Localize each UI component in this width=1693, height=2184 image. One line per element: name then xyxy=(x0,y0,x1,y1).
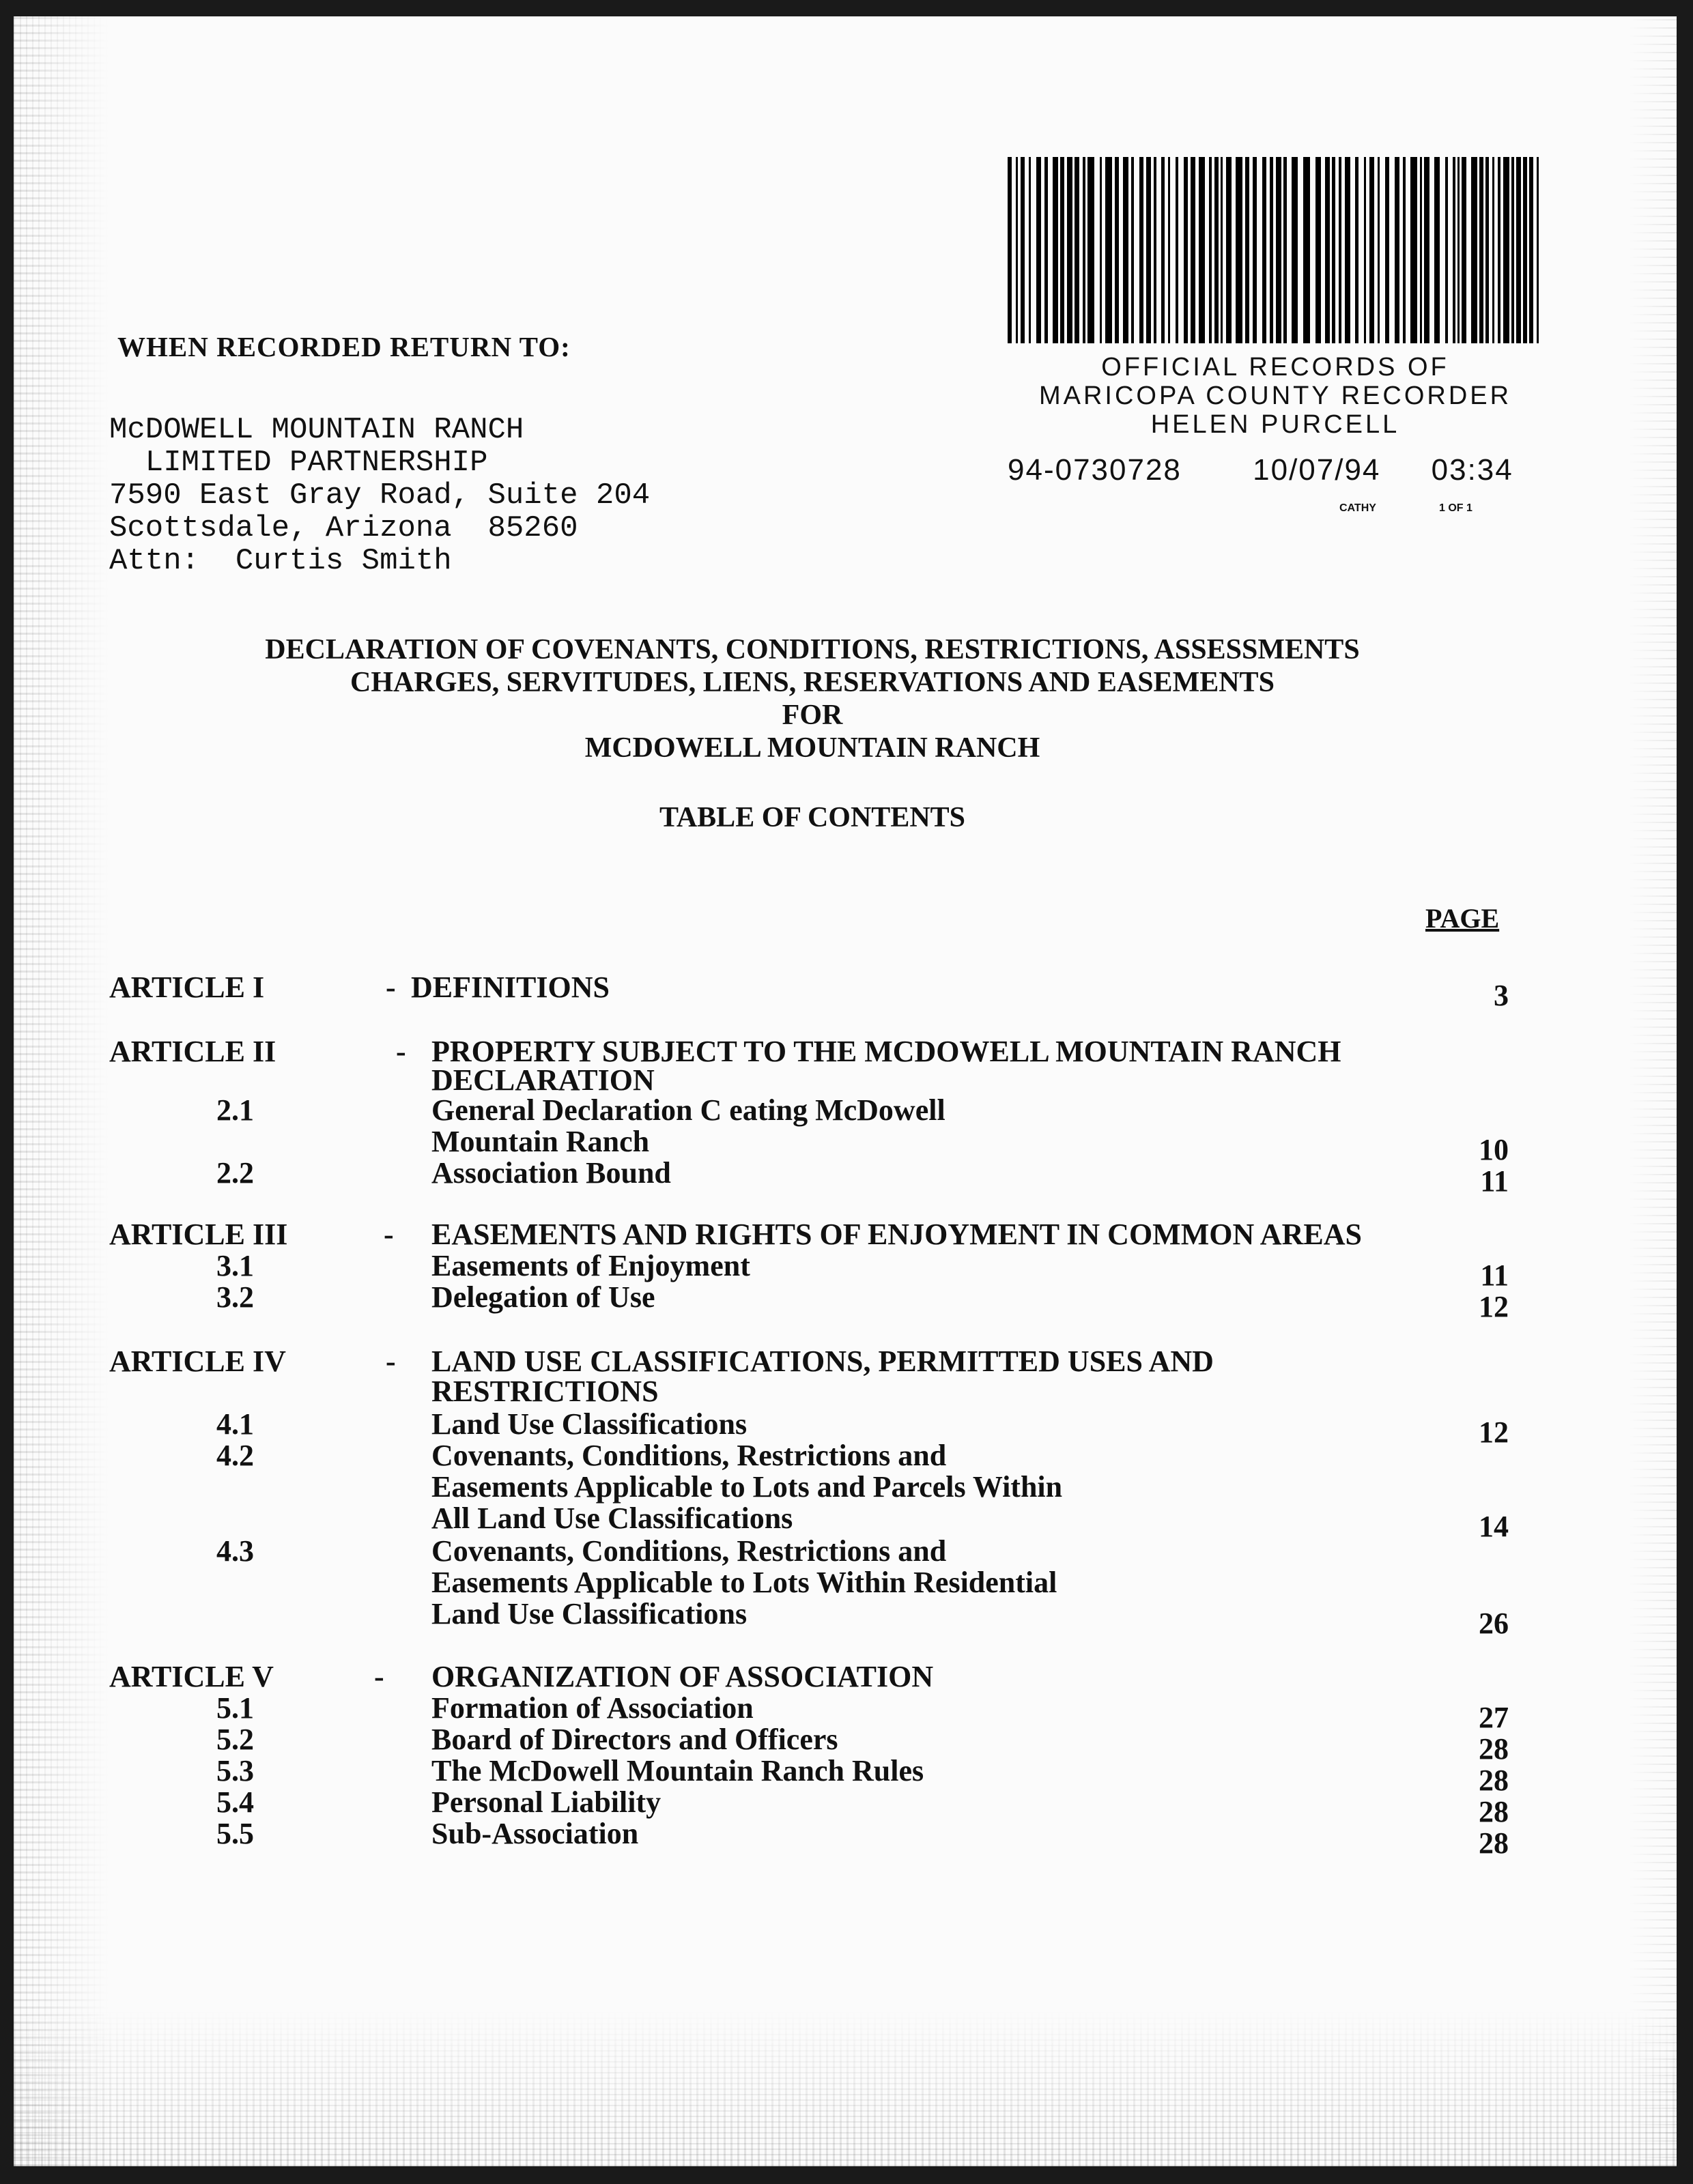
section-title: Land Use Classifications xyxy=(431,1407,748,1441)
section-title: Easements Applicable to Lots Within Residential xyxy=(431,1566,1057,1599)
page-number: 11 xyxy=(1480,1164,1509,1198)
article-title: PROPERTY SUBJECT TO THE MCDOWELL MOUNTAIN RANCH xyxy=(431,1035,1341,1068)
clerk-initials: CATHY xyxy=(1339,502,1376,514)
section-title: Board of Directors and Officers xyxy=(431,1723,838,1756)
document-title xyxy=(14,633,1611,764)
scan-noise-left xyxy=(14,16,109,2166)
section-number: 4.1 xyxy=(216,1407,254,1441)
title-line: CHARGES, SERVITUDES, LIENS, RESERVATIONS AND EASEMENTS xyxy=(350,667,1275,698)
section-number: 5.1 xyxy=(216,1691,254,1725)
title-line: MCDOWELL MOUNTAIN RANCH xyxy=(584,732,1040,764)
article-title: RESTRICTIONS xyxy=(431,1375,659,1408)
title-line: DECLARATION OF COVENANTS, CONDITIONS, RESTRICTIONS, ASSESSMENTS xyxy=(265,634,1360,665)
article-title: DEFINITIONS xyxy=(411,971,610,1004)
section-number: 3.1 xyxy=(216,1249,254,1282)
section-title: Easements of Enjoyment xyxy=(431,1249,750,1282)
address-line: McDOWELL MOUNTAIN RANCH xyxy=(109,413,524,447)
page-number: 3 xyxy=(1494,979,1509,1012)
section-number: 2.1 xyxy=(216,1093,254,1127)
section-title: Mountain Ranch xyxy=(431,1125,650,1158)
section-number: 5.4 xyxy=(216,1785,254,1819)
address-line: LIMITED PARTNERSHIP xyxy=(109,446,488,480)
page-column-header: PAGE xyxy=(1425,903,1500,934)
article-title: LAND USE CLASSIFICATIONS, PERMITTED USES AND xyxy=(431,1345,1214,1378)
article-dash: - xyxy=(374,1660,384,1693)
address-line: 7590 East Gray Road, Suite 204 xyxy=(109,478,651,513)
article-dash: - xyxy=(384,1218,394,1251)
section-title: Easements Applicable to Lots and Parcels Within xyxy=(431,1470,1063,1504)
section-title: General Declaration C eating McDowell xyxy=(431,1093,945,1127)
return-to-label: WHEN RECORDED RETURN TO: xyxy=(117,331,571,362)
section-number: 3.2 xyxy=(216,1280,254,1314)
section-title: Delegation of Use xyxy=(431,1280,655,1314)
section-number: 2.2 xyxy=(216,1156,254,1190)
scan-noise-right xyxy=(1629,16,1677,2166)
recording-info xyxy=(1008,453,1513,487)
section-number: 5.2 xyxy=(216,1723,254,1756)
page-number: 28 xyxy=(1479,1764,1509,1797)
recorder-line: HELEN PURCELL xyxy=(1150,410,1400,439)
page-number: 11 xyxy=(1480,1259,1509,1292)
article-label: ARTICLE I xyxy=(109,971,265,1004)
section-number: 5.3 xyxy=(216,1754,254,1787)
recording-time: 03:34 xyxy=(1431,453,1513,487)
article-label: ARTICLE III xyxy=(109,1218,288,1251)
barcode xyxy=(1008,157,1543,343)
section-title: Covenants, Conditions, Restrictions and xyxy=(431,1534,947,1568)
page-number: 27 xyxy=(1479,1701,1509,1734)
scan-noise-bottom xyxy=(14,2009,1677,2166)
page-number: 28 xyxy=(1479,1795,1509,1828)
section-title: Personal Liability xyxy=(431,1785,661,1819)
section-number: 4.3 xyxy=(216,1534,254,1568)
section-title: Association Bound xyxy=(431,1156,671,1190)
sheet-count: 1 OF 1 xyxy=(1439,502,1473,514)
page-number: 26 xyxy=(1479,1607,1509,1640)
page-number: 28 xyxy=(1479,1826,1509,1860)
page-number: 10 xyxy=(1479,1133,1509,1166)
page-number: 28 xyxy=(1479,1732,1509,1766)
section-title: The McDowell Mountain Ranch Rules xyxy=(431,1754,924,1787)
address-line: Attn: Curtis Smith xyxy=(109,544,452,578)
recorder-stamp xyxy=(1023,353,1528,439)
section-number: 4.2 xyxy=(216,1439,254,1472)
article-dash: - xyxy=(386,1345,396,1378)
article-label: ARTICLE II xyxy=(109,1035,276,1068)
recorder-line: OFFICIAL RECORDS OF xyxy=(1101,353,1449,382)
article-label: ARTICLE V xyxy=(109,1660,274,1693)
document-number: 94-0730728 xyxy=(1008,453,1182,487)
document-page xyxy=(14,16,1677,2166)
article-title: ORGANIZATION OF ASSOCIATION xyxy=(431,1660,934,1693)
article-title: DECLARATION xyxy=(431,1063,655,1097)
return-address xyxy=(109,414,650,577)
address-line: Scottsdale, Arizona 85260 xyxy=(109,511,578,545)
section-title: Covenants, Conditions, Restrictions and xyxy=(431,1439,947,1472)
page-number: 12 xyxy=(1479,1416,1509,1449)
section-title: All Land Use Classifications xyxy=(431,1502,793,1535)
article-label: ARTICLE IV xyxy=(109,1345,286,1378)
section-title: Formation of Association xyxy=(431,1691,754,1725)
article-dash: - xyxy=(386,971,396,1004)
article-title: EASEMENTS AND RIGHTS OF ENJOYMENT IN COMMON AREAS xyxy=(431,1218,1362,1251)
article-dash: - xyxy=(396,1035,406,1068)
section-title: Sub-Association xyxy=(431,1817,639,1850)
section-number: 5.5 xyxy=(216,1817,254,1850)
title-line: FOR xyxy=(782,700,843,731)
recording-date: 10/07/94 xyxy=(1253,453,1381,487)
recorder-line: MARICOPA COUNTY RECORDER xyxy=(1038,382,1512,410)
section-title: Land Use Classifications xyxy=(431,1597,748,1630)
toc-heading: TABLE OF CONTENTS xyxy=(659,802,966,833)
page-number: 14 xyxy=(1479,1510,1509,1543)
page-number: 12 xyxy=(1479,1290,1509,1323)
